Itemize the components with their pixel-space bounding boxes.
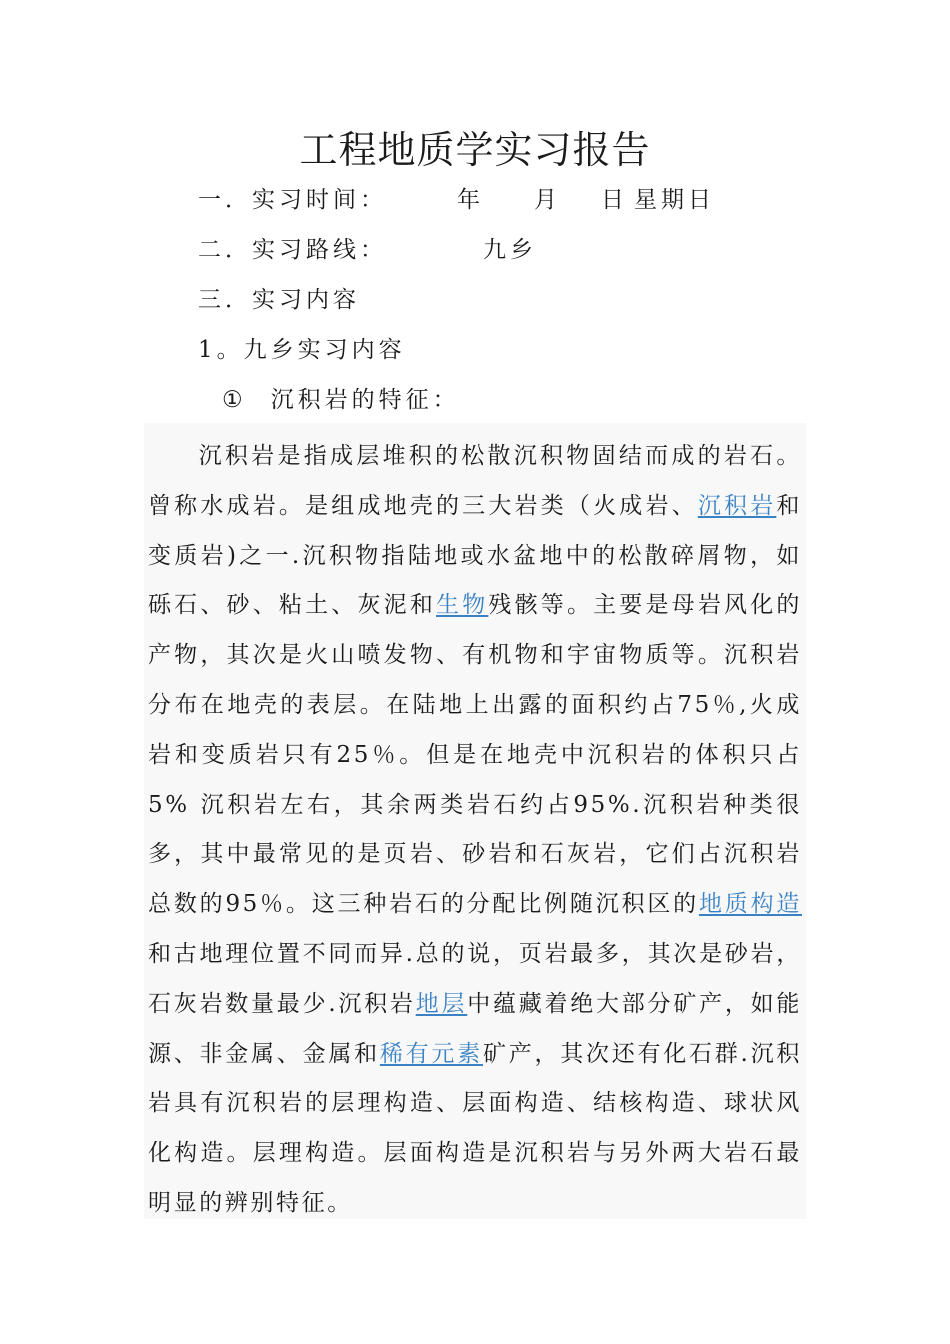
weekday-label: 星期日 bbox=[634, 187, 715, 213]
paragraph-text: 残骸等。主要是母岩风化的产物，其次是火山喷发物、有机物和宇宙物质等。沉积岩分布在地壳的表层。在陆地上出露的面积约占75％,火成岩和变质岩只有25％。但是在地壳中沉积岩的体积只占5% 沉积岩左右，其余两类岩石约占95%.沉积岩种类很多，其中最常见的是页岩、砂岩和石灰岩，它们占沉积岩总数的95％。这三种岩石的分配比例随沉积区的 bbox=[148, 592, 803, 918]
link-rare-elements[interactable]: 稀有元素 bbox=[379, 1040, 483, 1067]
paragraph-text: 沉积岩是指成层堆积的松散沉积物固结而成的岩石。曾称水成岩。是组成地壳的三大岩类（火成岩、 bbox=[148, 443, 802, 519]
link-geological-structure[interactable]: 地质构造 bbox=[698, 891, 802, 918]
internship-route-line bbox=[198, 234, 537, 266]
content-heading: 三．实习内容 bbox=[198, 287, 360, 313]
paragraph-text: 和变质岩)之一.沉积物指陆地或水盆地中的松散碎屑物，如砾石、砂、粘土、灰泥和 bbox=[148, 492, 802, 619]
circled-number: ① bbox=[222, 387, 247, 413]
time-label: 一．实习时间： bbox=[198, 187, 387, 213]
paragraph-text: 矿产，其次还有化石群.沉积岩具有沉积岩的层理构造、层面构造、结核构造、球状风化构造。层理构造。层面构造是沉积岩与另外两大岩石最明显的辨别特征。 bbox=[148, 1040, 802, 1216]
sub-subsection-heading bbox=[222, 384, 460, 416]
month-label: 月 bbox=[534, 187, 561, 213]
sub-subsection-text: 沉积岩的特征： bbox=[270, 387, 460, 413]
body-paragraph-block bbox=[144, 423, 806, 1219]
route-label: 二．实习路线： bbox=[198, 237, 387, 263]
internship-time-line bbox=[198, 184, 715, 216]
link-organism[interactable]: 生物 bbox=[436, 592, 489, 619]
link-sedimentary-rock[interactable]: 沉积岩 bbox=[697, 492, 777, 519]
link-stratum[interactable]: 地层 bbox=[415, 990, 468, 1017]
body-paragraph bbox=[144, 423, 806, 1229]
day-label: 日 bbox=[601, 187, 628, 213]
document-title: 工程地质学实习报告 bbox=[299, 128, 651, 172]
subsection-heading: 1。九乡实习内容 bbox=[198, 337, 406, 363]
year-label: 年 bbox=[457, 187, 484, 213]
paragraph-text: 和古地理位置不同而异.总的说，页岩最多，其次是砂岩，石灰岩数量最少.沉积岩 bbox=[148, 940, 802, 1017]
paragraph-text: 中蕴藏着绝大部分矿产，如能源、非金属、金属和 bbox=[148, 990, 802, 1067]
route-value: 九乡 bbox=[483, 237, 537, 263]
